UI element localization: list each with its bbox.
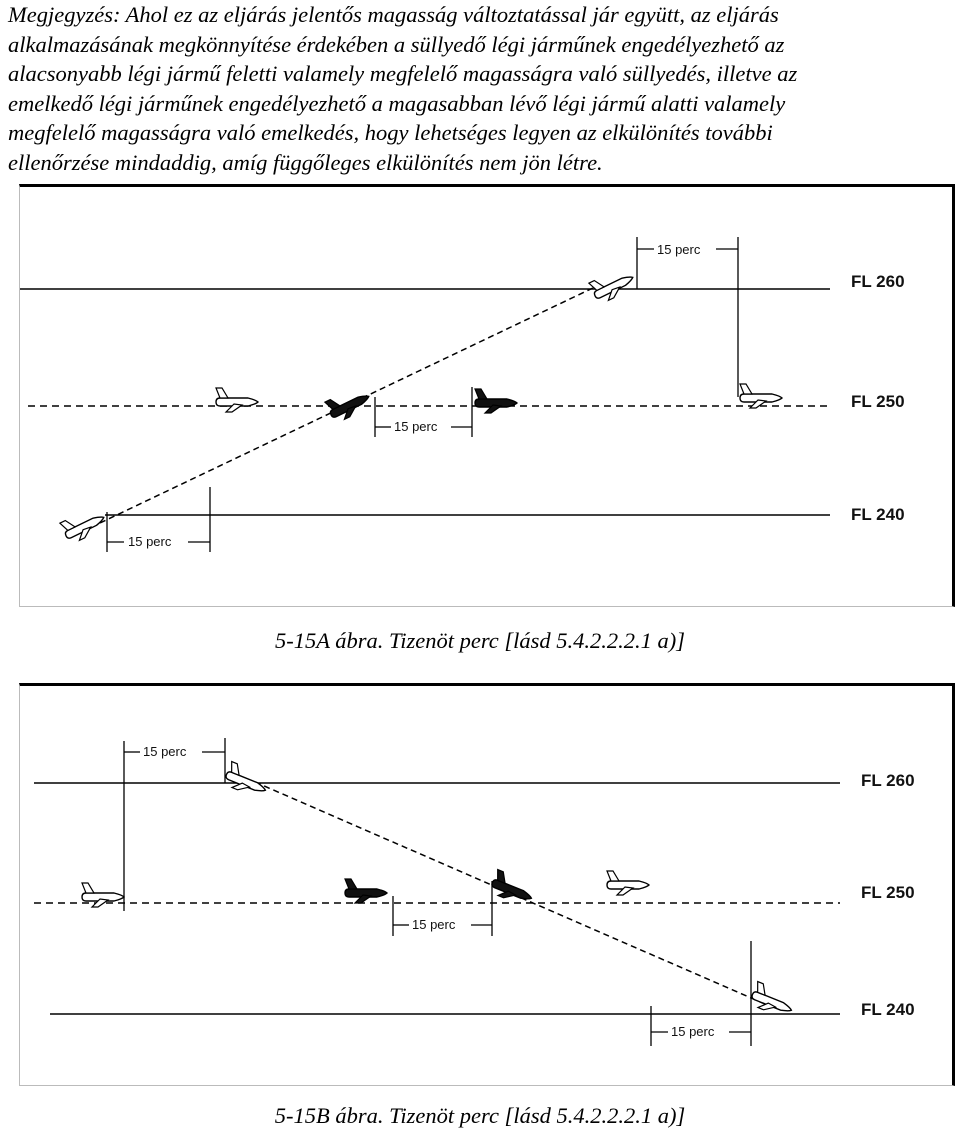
aircraft-outline-icon bbox=[216, 388, 258, 412]
aircraft-outline-icon bbox=[607, 871, 649, 895]
note-line: Megjegyzés: Ahol ez az eljárás jelentős magasság változtatással jár együtt, az eljárás bbox=[8, 2, 779, 27]
aircraft-outline-icon bbox=[60, 505, 108, 545]
aircraft-filled-icon bbox=[325, 384, 373, 424]
level-label-fl260: FL 260 bbox=[861, 771, 915, 790]
aircraft-outline-icon bbox=[589, 265, 637, 305]
interval-label-middle: 15 perc bbox=[412, 917, 456, 932]
figure-b-diagram bbox=[20, 686, 956, 1089]
note-line: megfelelő magasságra való emelkedés, hogy lehetséges legyen az elkülönítés további bbox=[8, 120, 773, 146]
interval-label-bottom: 15 perc bbox=[128, 534, 172, 549]
aircraft-filled-icon bbox=[475, 389, 517, 413]
note-line: emelkedő légi járműnek engedélyezhető a magasabban lévő légi jármű alatti valamely bbox=[8, 90, 786, 116]
figure-a-caption: 5-15A ábra. Tizenöt perc [lásd 5.4.2.2.2.1 a)] bbox=[274, 628, 685, 653]
figure-b-caption: 5-15B ábra. Tizenöt perc [lásd 5.4.2.2.2.1 a)] bbox=[274, 1103, 686, 1128]
aircraft-filled-icon bbox=[345, 879, 387, 903]
aircraft-outline-icon bbox=[740, 384, 782, 408]
level-label-fl260: FL 260 bbox=[851, 272, 905, 291]
figure-5-15a bbox=[19, 184, 955, 607]
interval-label-top: 15 perc bbox=[657, 242, 701, 257]
note-line: alacsonyabb légi jármű feletti valamely megfelelő magasságra való süllyedés, illetve az bbox=[8, 61, 798, 87]
interval-label-middle: 15 perc bbox=[394, 419, 438, 434]
figure-a-diagram bbox=[20, 187, 956, 610]
note-line: ellenőrzése mindaddig, amíg függőleges elkülönítés nem jön létre. bbox=[8, 149, 603, 175]
level-label-fl250: FL 250 bbox=[851, 392, 905, 411]
aircraft-filled-icon bbox=[489, 870, 537, 908]
note-paragraph bbox=[8, 0, 952, 178]
level-label-fl250: FL 250 bbox=[861, 883, 915, 902]
aircraft-outline-icon bbox=[223, 762, 271, 800]
note-line: alkalmazásának megkönnyítése érdekében a süllyedő légi járműnek engedélyezhető az bbox=[8, 31, 785, 57]
interval-label-bottom: 15 perc bbox=[671, 1024, 715, 1039]
level-label-fl240: FL 240 bbox=[851, 505, 905, 524]
level-label-fl240: FL 240 bbox=[861, 1000, 915, 1019]
figure-5-15b bbox=[19, 683, 955, 1086]
interval-label-top: 15 perc bbox=[143, 744, 187, 759]
